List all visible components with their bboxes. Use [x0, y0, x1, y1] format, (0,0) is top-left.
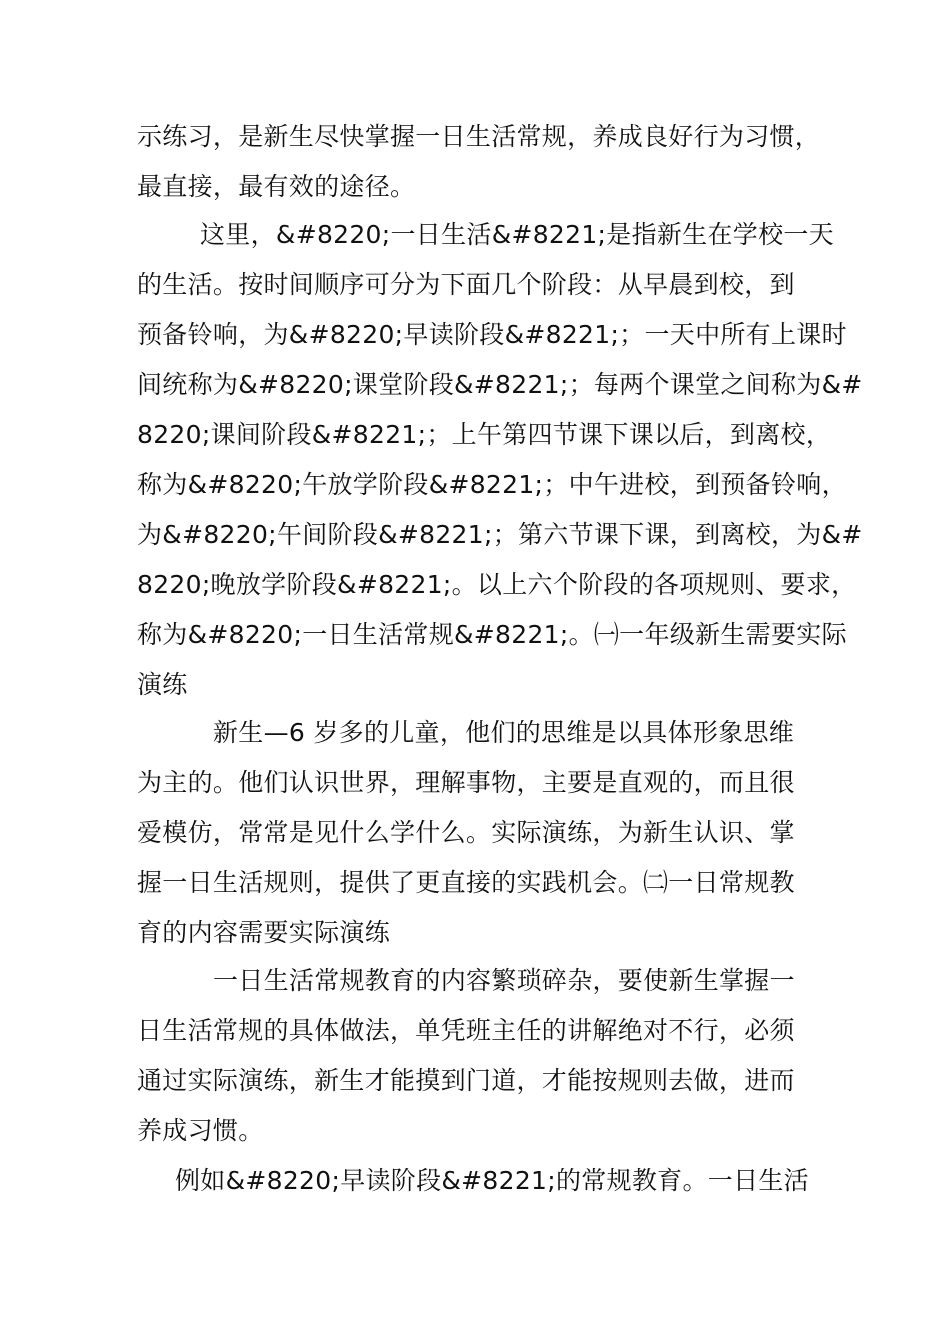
text-line-19: 日生活常规的具体做法，单凭班主任的讲解绝对不行，必须	[137, 1016, 795, 1045]
text-line-9: 为&#8220;午间阶段&#8221;；第六节课下课，到离校，为&#	[137, 520, 863, 549]
text-line-21: 养成习惯。	[137, 1116, 264, 1145]
text-line-17: 育的内容需要实际演练	[137, 918, 391, 947]
text-line-4: 的生活。按时间顺序可分为下面几个阶段：从早晨到校，到	[137, 270, 795, 299]
text-line-20: 通过实际演练，新生才能摸到门道，才能按规则去做，进而	[137, 1066, 795, 1095]
text-line-1: 示练习，是新生尽快掌握一日生活常规，养成良好行为习惯，	[137, 122, 821, 151]
text-line-11: 称为&#8220;一日生活常规&#8221;。㈠一年级新生需要实际	[137, 620, 847, 649]
text-line-7: 8220;课间阶段&#8221;；上午第四节课下课以后，到离校，	[137, 420, 832, 449]
text-line-3: 这里，&#8220;一日生活&#8221;是指新生在学校一天	[200, 220, 834, 249]
text-line-2: 最直接，最有效的途径。	[137, 172, 416, 201]
text-line-10: 8220;晚放学阶段&#8221;。以上六个阶段的各项规则、要求，	[137, 570, 857, 599]
text-line-15: 爱模仿，常常是见什么学什么。实际演练，为新生认识、掌	[137, 818, 795, 847]
text-line-18: 一日生活常规教育的内容繁琐碎杂，要使新生掌握一	[213, 966, 795, 995]
text-line-16: 握一日生活规则，提供了更直接的实践机会。㈡一日常规教	[137, 868, 795, 897]
text-line-6: 间统称为&#8220;课堂阶段&#8221;；每两个课堂之间称为&#	[137, 370, 863, 399]
text-line-8: 称为&#8220;午放学阶段&#8221;；中午进校，到预备铃响，	[137, 470, 847, 499]
text-line-12: 演练	[137, 670, 188, 699]
text-line-22: 例如&#8220;早读阶段&#8221;的常规教育。一日生活	[175, 1166, 809, 1195]
text-line-13: 新生—6 岁多的儿童，他们的思维是以具体形象思维	[213, 718, 795, 747]
text-line-14: 为主的。他们认识世界，理解事物，主要是直观的，而且很	[137, 768, 795, 797]
text-line-5: 预备铃响，为&#8220;早读阶段&#8221;；一天中所有上课时	[137, 320, 847, 349]
